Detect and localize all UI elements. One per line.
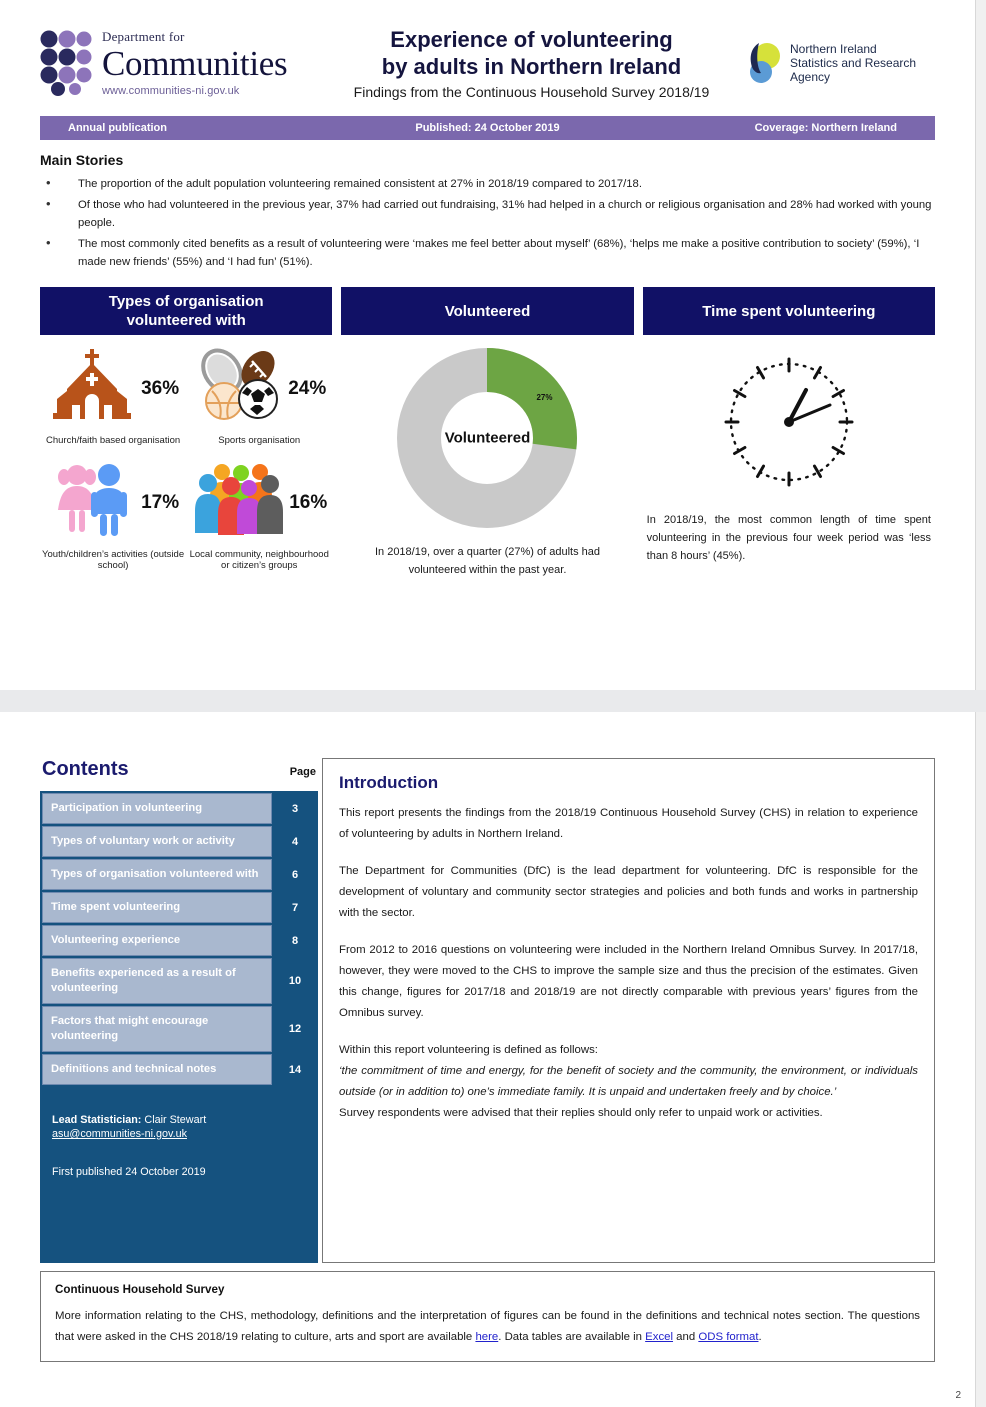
org-item-community <box>186 461 332 572</box>
dfc-url-text: www.communities-ni.gov.uk <box>102 85 240 97</box>
time-spent-clock <box>643 347 935 565</box>
title-line-2: by adults in Northern Ireland <box>381 54 682 79</box>
org-percent: 16% <box>289 491 328 513</box>
introduction-paragraph-1: This report presents the findings from the 2018/19 Continuous Household Survey (CHS) in relation to experience of volunteering by adults in Northern Ireland. <box>339 807 918 840</box>
org-label: Sports organisation <box>218 435 301 446</box>
toc-page-number: 12 <box>288 1023 302 1035</box>
contents-page-header: Page <box>289 766 316 778</box>
org-percent: 36% <box>141 378 180 399</box>
sidebar-item-time-spent[interactable] <box>42 892 318 923</box>
page-title <box>318 26 745 100</box>
panel-caption: In 2018/19, over a quarter (27%) of adults had volunteered within the past year. <box>374 546 601 576</box>
toc-page-number: 4 <box>291 835 299 848</box>
toc-page-number: 8 <box>291 934 299 947</box>
title-subtitle: Findings from the Continuous Household Survey 2018/19 <box>353 84 710 100</box>
chs-box-title: Continuous Household Survey <box>55 1283 225 1296</box>
toc-page-number: 14 <box>288 1063 302 1076</box>
panel-body <box>643 335 935 565</box>
clock-icon <box>714 347 864 497</box>
toc-page-number: 10 <box>288 975 302 987</box>
nisra-logo <box>745 41 935 85</box>
toc-label[interactable]: Types of voluntary work or activity <box>42 826 272 857</box>
org-label: Church/faith based organisation <box>46 435 181 446</box>
organisation-grid <box>40 347 332 572</box>
org-label: Youth/children’s activities (outside school) <box>42 548 185 571</box>
publication-banner <box>40 116 935 140</box>
org-item-youth <box>40 461 186 572</box>
lead-statistician-label: Lead Statistician: <box>52 1114 142 1126</box>
panel-volunteered <box>341 287 633 579</box>
chs-box-text <box>55 1306 920 1348</box>
contents-footer <box>40 1087 318 1178</box>
donut-slice-label: 27% <box>536 393 553 402</box>
sidebar-item-participation[interactable] <box>42 793 318 824</box>
excel-link[interactable]: Excel <box>645 1331 674 1343</box>
sidebar-item-benefits[interactable] <box>42 958 318 1004</box>
chs-text-part-3: and <box>673 1331 699 1343</box>
introduction-definition-quote: ‘the commitment of time and energy, for the benefit of society and the community, the environment, or individuals outside (or in addition to) one’s immediate family. It is unpaid and undertaken freely and by choice.’ <box>339 1065 918 1098</box>
panel-header <box>643 287 935 335</box>
panel-body <box>341 335 633 579</box>
donut-center-label: Volunteered <box>444 429 531 447</box>
contact-email-link[interactable]: asu@communities-ni.gov.uk <box>52 1128 187 1140</box>
title-line-1: Experience of volunteering <box>390 27 673 52</box>
toc-label[interactable]: Types of organisation volunteered with <box>42 859 272 890</box>
page-number: 2 <box>955 1390 961 1401</box>
chs-text-part-4: . <box>758 1331 762 1343</box>
nisra-line-2: Statistics and Research Agency <box>790 56 917 84</box>
contents-column <box>40 758 318 1263</box>
list-item: • The proportion of the adult population volunteering remained consistent at 27% in 2018/19 compared to 2017/18. <box>40 175 935 193</box>
toc-page-number: 7 <box>291 901 299 914</box>
org-percent: 17% <box>141 491 180 513</box>
sidebar-item-volunteering-experience[interactable] <box>42 925 318 956</box>
main-stories-section <box>40 152 935 271</box>
sidebar-item-types-of-organisation[interactable] <box>42 859 318 890</box>
panel-header <box>341 287 633 335</box>
toc-label[interactable]: Participation in volunteering <box>42 793 272 824</box>
banner-publication-type: Annual publication <box>68 122 167 134</box>
panel-caption: In 2018/19, the most common length of time spent volunteering in the previous four week period was ‘less than 8 hours’ (45%). <box>646 514 931 562</box>
banner-published-date: Published: 24 October 2019 <box>415 122 560 134</box>
panel-title-line-2: volunteered with <box>126 312 246 329</box>
dfc-name-text: Communities <box>102 44 288 83</box>
introduction-definition-lead: Within this report volunteering is defined as follows: <box>339 1044 598 1056</box>
introduction-title: Introduction <box>339 773 439 792</box>
org-percent: 24% <box>288 378 327 399</box>
sidebar-item-definitions[interactable] <box>42 1054 318 1085</box>
introduction-paragraph-5: Survey respondents were advised that their replies should only refer to unpaid work or activities. <box>339 1107 823 1119</box>
panel-title: Time spent volunteering <box>702 302 876 320</box>
dfc-department-text: Department for <box>102 29 185 44</box>
ods-format-link[interactable]: ODS format <box>698 1331 759 1343</box>
document-header <box>0 0 975 106</box>
contents-list <box>40 791 318 1263</box>
chs-info-box <box>40 1271 935 1362</box>
banner-coverage: Coverage: Northern Ireland <box>754 122 897 134</box>
panel-types-of-organisation <box>40 287 332 579</box>
chs-text-part-2: . Data tables are available in <box>498 1331 646 1343</box>
toc-label[interactable]: Definitions and technical notes <box>42 1054 272 1085</box>
toc-label[interactable]: Time spent volunteering <box>42 892 272 923</box>
community-group-icon <box>191 461 327 545</box>
introduction-panel <box>322 758 935 1263</box>
contents-header <box>40 758 318 791</box>
sports-icon <box>192 347 326 431</box>
sidebar-item-types-of-work[interactable] <box>42 826 318 857</box>
here-link[interactable]: here <box>475 1331 499 1343</box>
page-separator <box>0 690 986 712</box>
contents-title: Contents <box>42 758 129 780</box>
page-one <box>0 0 976 690</box>
first-published-text: First published 24 October 2019 <box>52 1166 206 1178</box>
dfc-hexagon-mark-icon <box>38 27 94 99</box>
list-item: • The most commonly cited benefits as a result of volunteering were ‘makes me feel better about myself’ (68%), ‘helps me make a positive contribution to society’ (59%), ‘I made new friends’ (55%) and ‘I had fun’ (51%). <box>40 235 935 271</box>
toc-label[interactable]: Volunteering experience <box>42 925 272 956</box>
org-item-sports <box>186 347 332 447</box>
panel-header <box>40 287 332 335</box>
volunteered-donut-chart <box>341 347 633 579</box>
panel-body <box>40 335 332 572</box>
page-two <box>0 712 976 1407</box>
chs-text-part-1: More information relating to the CHS, methodology, definitions and the interpretation of figures can be found in the definitions and technical notes section. The questions that were asked in the CHS 2018/19 relating to culture, arts and sport are available <box>55 1310 920 1343</box>
page-two-content <box>0 712 975 1263</box>
list-item: • Of those who had volunteered in the previous year, 37% had carried out fundraising, 31% had helped in a church or religious organisation and 28% had worked with young people. <box>40 196 935 232</box>
church-icon <box>47 347 179 431</box>
toc-label[interactable]: Benefits experienced as a result of volunteering <box>42 958 272 1004</box>
dfc-logo <box>38 27 318 99</box>
lead-statistician-name: Clair Stewart <box>141 1114 207 1126</box>
main-stories-list <box>40 175 935 271</box>
introduction-paragraph-2: The Department for Communities (DfC) is the lead department for volunteering. DfC is responsible for the development of voluntary and community sector strategies and policies and both funds and works in partnership with the sector. <box>339 865 918 919</box>
introduction-paragraph-3: From 2012 to 2016 questions on volunteering were included in the Northern Ireland Omnibus Survey. In 2017/18, however, they were moved to the CHS to improve the sample size and thus the precision of the estimates. Given this change, figures for 2017/18 and 2018/19 are not directly comparable with previous years’ figures from the Omnibus survey. <box>339 944 918 1019</box>
sidebar-item-factors[interactable] <box>42 1006 318 1052</box>
nisra-line-1: Northern Ireland <box>790 42 877 56</box>
lead-statistician <box>52 1113 308 1128</box>
toc-page-number: 6 <box>291 868 299 881</box>
panel-title-line-1: Types of organisation <box>108 293 264 310</box>
panel-title: Volunteered <box>444 302 531 320</box>
infographic-panels <box>40 287 935 579</box>
org-label: Local community, neighbourhood or citizen’s groups <box>189 548 329 571</box>
children-icon <box>47 461 179 545</box>
panel-time-spent <box>643 287 935 579</box>
toc-page-number: 3 <box>291 802 299 815</box>
nisra-mark-icon <box>745 41 783 85</box>
donut-graphic <box>396 347 578 529</box>
org-item-church <box>40 347 186 447</box>
toc-label[interactable]: Factors that might encourage volunteering <box>42 1006 272 1052</box>
main-stories-heading: Main Stories <box>40 152 124 168</box>
